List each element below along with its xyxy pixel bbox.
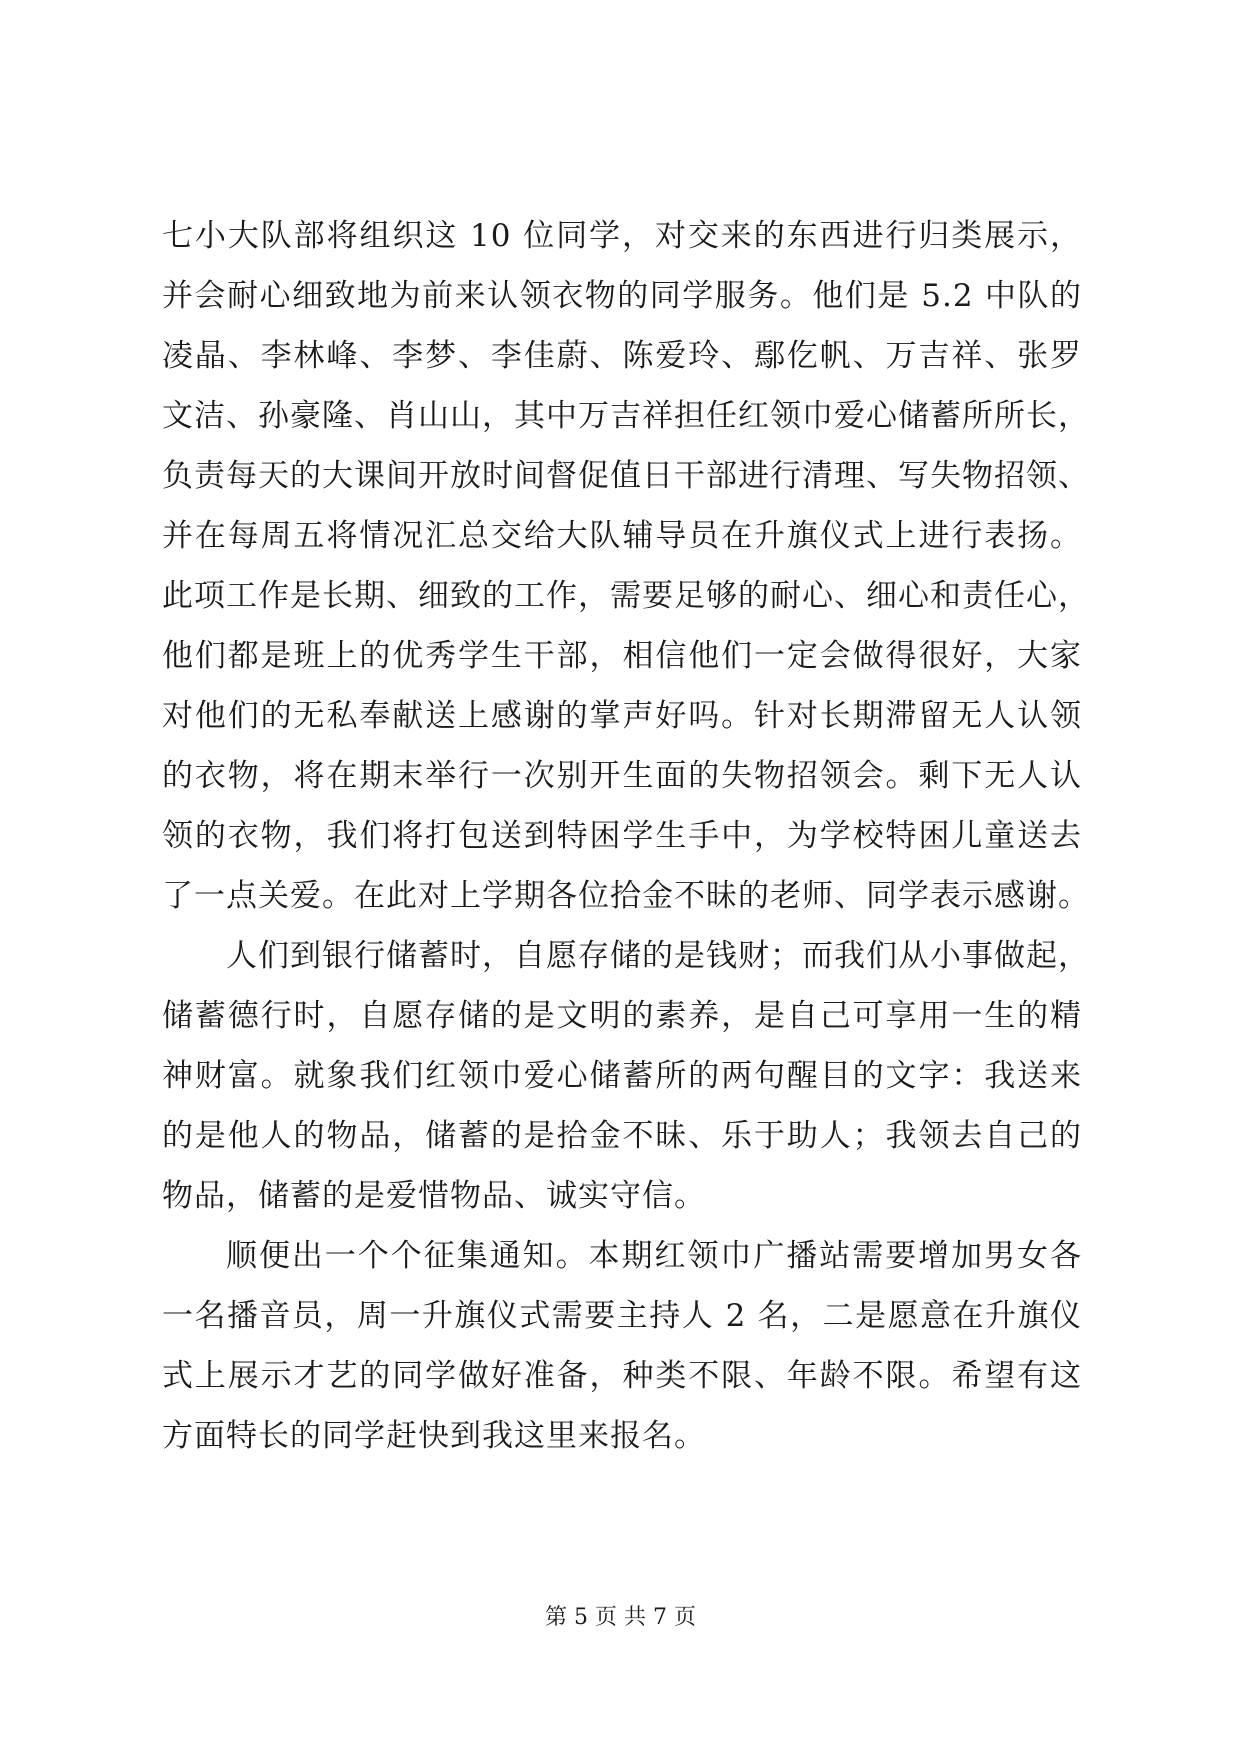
text-line: 式上展示才艺的同学做好准备，种类不限、年龄不限。希望有这 (162, 1358, 1082, 1394)
document-body (162, 206, 1090, 1466)
text-line: 的衣物，将在期末举行一次别开生面的失物招领会。剩下无人认 (162, 758, 1082, 794)
paragraph-first-line: 顺便出一个个征集通知。本期红领巾广播站需要增加男女各 (226, 1238, 1082, 1274)
text-line: 并在每周五将情况汇总交给大队辅导员在升旗仪式上进行表扬。 (162, 518, 1082, 554)
text-line: 他们都是班上的优秀学生干部，相信他们一定会做得很好，大家 (162, 638, 1082, 674)
text-line: 神财富。就象我们红领巾爱心储蓄所的两句醒目的文字：我送来 (162, 1058, 1082, 1094)
text-line: 了一点关爱。在此对上学期各位拾金不昧的老师、同学表示感谢。 (162, 878, 1090, 914)
text-line: 对他们的无私奉献送上感谢的掌声好吗。针对长期滞留无人认领 (162, 698, 1082, 734)
text-line: 储蓄德行时，自愿存储的是文明的素养，是自己可享用一生的精 (162, 998, 1082, 1034)
text-line: 物品，储蓄的是爱惜物品、诚实守信。 (162, 1178, 706, 1214)
text-line: 负责每天的大课间开放时间督促值日干部进行清理、写失物招领、 (162, 458, 1090, 494)
text-line: 领的衣物，我们将打包送到特困学生手中，为学校特困儿童送去 (162, 818, 1082, 854)
text-line: 方面特长的同学赶快到我这里来报名。 (162, 1418, 706, 1454)
text-line: 并会耐心细致地为前来认领衣物的同学服务。他们是 5.2 中队的 (162, 278, 1082, 314)
text-line: 文洁、孙豪隆、肖山山，其中万吉祥担任红领巾爱心储蓄所所长， (162, 398, 1090, 434)
paragraph-first-line: 人们到银行储蓄时，自愿存储的是钱财；而我们从小事做起， (226, 938, 1090, 974)
text-line: 七小大队部将组织这 10 位同学，对交来的东西进行归类展示， (162, 218, 1082, 254)
text-line: 一名播音员，周一升旗仪式需要主持人 2 名，二是愿意在升旗仪 (162, 1298, 1082, 1334)
text-line: 的是他人的物品，储蓄的是拾金不昧、乐于助人；我领去自己的 (162, 1118, 1082, 1154)
text-line: 凌晶、李林峰、李梦、李佳蔚、陈爱玲、鄢仡帆、万吉祥、张罗 (162, 338, 1082, 374)
page-number-footer: 第 5 页 共 7 页 (545, 1605, 696, 1630)
text-line: 此项工作是长期、细致的工作，需要足够的耐心、细心和责任心， (162, 578, 1090, 614)
